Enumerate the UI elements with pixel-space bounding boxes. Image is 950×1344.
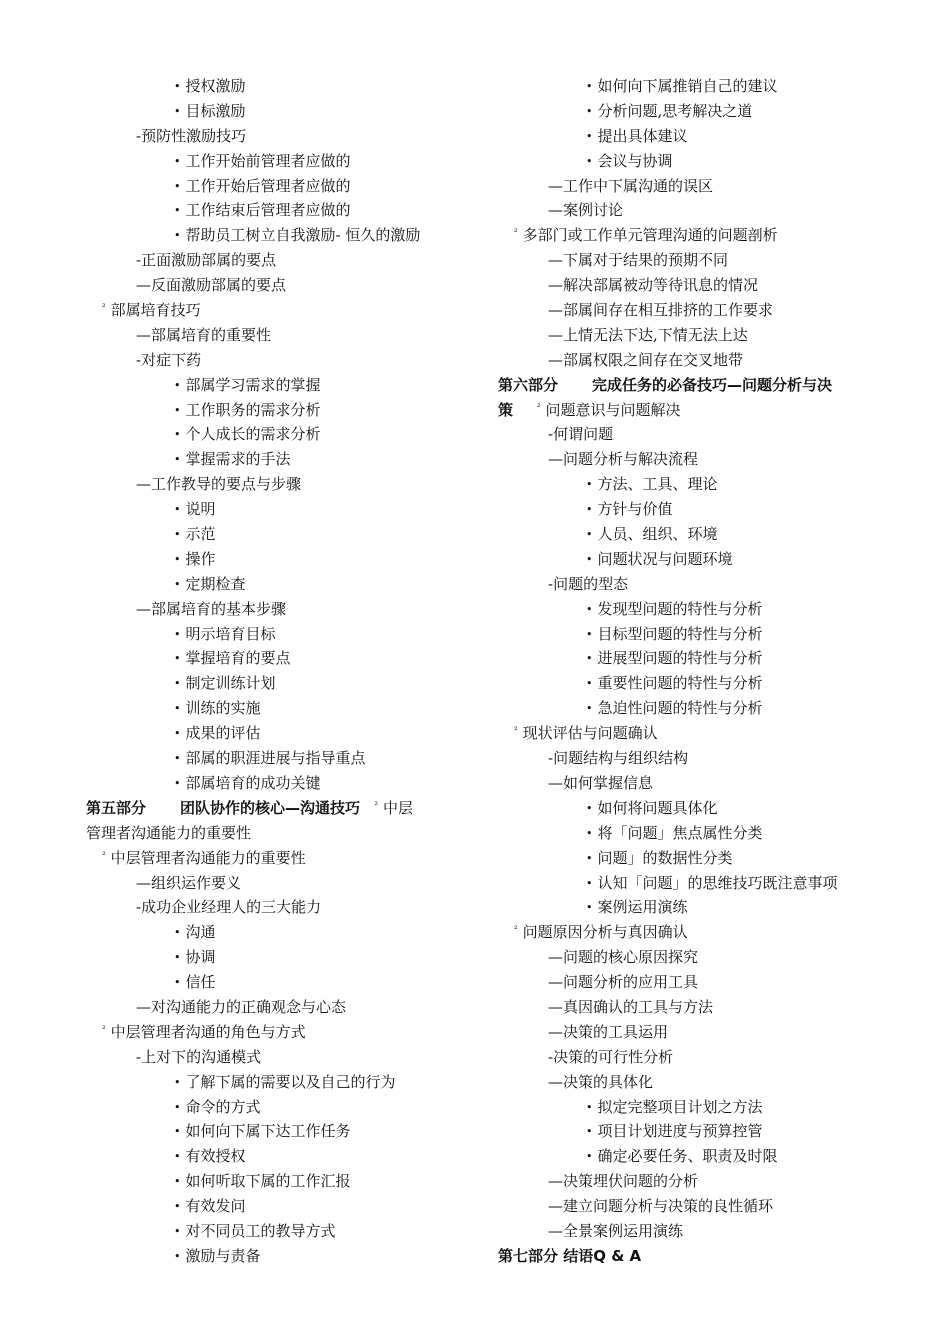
section-title: 中层管理者沟通能力的重要性 xyxy=(110,848,306,867)
outline-item: • 工作结束后管理者应做的 xyxy=(86,198,466,223)
outline-item: • 部属的职涯进展与指导重点 xyxy=(86,746,466,771)
outline-item: • 目标型问题的特性与分析 xyxy=(498,622,878,647)
outline-item: • 激励与责备 xyxy=(86,1244,466,1269)
section-title: 多部门或工作单元管理沟通的问题剖析 xyxy=(522,226,778,245)
outline-item: • 认知「问题」的思维技巧既注意事项 xyxy=(498,871,878,896)
outline-section xyxy=(498,920,878,945)
section-title: 问题意识与问题解决 xyxy=(545,400,681,419)
outline-subheading: -成功企业经理人的三大能力 xyxy=(136,898,322,917)
outline-subheading: —反面激励部属的要点 xyxy=(136,276,287,295)
outline-item: • 信任 xyxy=(86,970,466,995)
outline-subheading: —工作中下属沟通的误区 xyxy=(548,176,714,195)
part-label: 第七部分 xyxy=(498,1246,559,1265)
outline-subheading: —案例讨论 xyxy=(548,201,624,220)
part-title-tail: 策 xyxy=(498,400,514,419)
outline-item: • 掌握需求的手法 xyxy=(86,447,466,472)
outline-subheading: —问题分析的应用工具 xyxy=(548,973,699,992)
outline-item: • 工作职务的需求分析 xyxy=(86,398,466,423)
section-marker: ² xyxy=(102,850,106,861)
outline-subheading: —对沟通能力的正确观念与心态 xyxy=(136,997,347,1016)
outline-subheading: -何谓问题 xyxy=(548,425,614,444)
outline-item: • 将「问题」焦点属性分类 xyxy=(498,821,878,846)
section-title-continued: 管理者沟通能力的重要性 xyxy=(86,823,252,842)
section-title: 中层 xyxy=(382,798,413,817)
outline-item: • 沟通 xyxy=(86,920,466,945)
section-marker: ² xyxy=(102,303,106,314)
part-heading-continued xyxy=(498,398,878,423)
outline-subheading: —解决部属被动等待讯息的情况 xyxy=(548,276,759,295)
outline-item: • 急迫性问题的特性与分析 xyxy=(498,696,878,721)
outline-subheading: —如何掌握信息 xyxy=(548,773,654,792)
outline-subheading: —部属培育的基本步骤 xyxy=(136,599,287,618)
outline-item: • 对不同员工的教导方式 xyxy=(86,1219,466,1244)
part-title: 完成任务的必备技巧—问题分析与决 xyxy=(592,375,833,394)
outline-item: • 制定训练计划 xyxy=(86,671,466,696)
outline-item: • 方法、工具、理论 xyxy=(498,472,878,497)
outline-item: • 个人成长的需求分析 xyxy=(86,422,466,447)
outline-item: • 如何将问题具体化 xyxy=(498,796,878,821)
outline-item: • 进展型问题的特性与分析 xyxy=(498,646,878,671)
outline-subheading: —决策埋伏问题的分析 xyxy=(548,1172,699,1191)
outline-item: • 示范 xyxy=(86,522,466,547)
outline-item: • 定期检查 xyxy=(86,572,466,597)
outline-section xyxy=(498,721,878,746)
outline-subheading: —决策的工具运用 xyxy=(548,1022,669,1041)
outline-subheading: —部属权限之间存在交叉地带 xyxy=(548,350,744,369)
outline-subheading: -问题结构与组织结构 xyxy=(548,749,689,768)
outline-item: • 项目计划进度与预算控管 xyxy=(498,1119,878,1144)
outline-item: • 授权激励 xyxy=(86,74,466,99)
outline-subheading: —部属培育的重要性 xyxy=(136,325,272,344)
part-title: 结语Q & A xyxy=(563,1246,642,1265)
outline-item: • 成果的评估 xyxy=(86,721,466,746)
part-heading xyxy=(86,796,466,821)
outline-item: • 工作开始后管理者应做的 xyxy=(86,174,466,199)
outline-item: • 帮助员工树立自我激励- 恒久的激励 xyxy=(86,223,466,248)
outline-subheading: —真因确认的工具与方法 xyxy=(548,997,714,1016)
outline-item: • 部属培育的成功关键 xyxy=(86,771,466,796)
right-column xyxy=(498,74,878,1269)
part-label: 第六部分 xyxy=(498,375,559,394)
outline-item: • 方针与价值 xyxy=(498,497,878,522)
outline-item: • 提出具体建议 xyxy=(498,124,878,149)
outline-item: • 问题」的数据性分类 xyxy=(498,846,878,871)
outline-item: • 操作 xyxy=(86,547,466,572)
outline-subheading: —下属对于结果的预期不同 xyxy=(548,251,729,270)
outline-subheading: -问题的型态 xyxy=(548,574,629,593)
outline-subheading: —上情无法下达,下情无法上达 xyxy=(548,325,748,344)
section-marker: ² xyxy=(514,925,518,936)
outline-item: • 人员、组织、环境 xyxy=(498,522,878,547)
outline-item: • 明示培育目标 xyxy=(86,622,466,647)
section-marker: ² xyxy=(536,402,541,413)
outline-item: • 问题状况与问题环境 xyxy=(498,547,878,572)
outline-subheading: -正面激励部属的要点 xyxy=(136,251,277,270)
outline-item: • 确定必要任务、职责及时限 xyxy=(498,1144,878,1169)
outline-subheading: —建立问题分析与决策的良性循环 xyxy=(548,1197,774,1216)
outline-subheading: -上对下的沟通模式 xyxy=(136,1047,262,1066)
outline-section xyxy=(86,846,466,871)
outline-item: • 会议与协调 xyxy=(498,149,878,174)
outline-item: • 掌握培育的要点 xyxy=(86,646,466,671)
part-title: 团队协作的核心—沟通技巧 xyxy=(180,798,361,817)
outline-item: • 训练的实施 xyxy=(86,696,466,721)
outline-subheading: -决策的可行性分析 xyxy=(548,1047,674,1066)
left-column xyxy=(86,74,466,1269)
outline-item: • 有效授权 xyxy=(86,1144,466,1169)
outline-item: • 命令的方式 xyxy=(86,1095,466,1120)
outline-item: • 如何向下属推销自己的建议 xyxy=(498,74,878,99)
outline-subheading: -对症下药 xyxy=(136,350,202,369)
section-marker: ² xyxy=(102,1024,106,1035)
outline-subheading: —组织运作要义 xyxy=(136,873,242,892)
outline-item: • 目标激励 xyxy=(86,99,466,124)
outline-section xyxy=(86,298,466,323)
outline-item: • 如何向下属下达工作任务 xyxy=(86,1119,466,1144)
section-title: 中层管理者沟通的角色与方式 xyxy=(110,1022,306,1041)
outline-subheading: —工作教导的要点与步骤 xyxy=(136,475,302,494)
section-marker: ² xyxy=(514,726,518,737)
outline-subheading: —部属间存在相互排挤的工作要求 xyxy=(548,301,774,320)
section-title: 现状评估与问题确认 xyxy=(522,724,658,743)
section-marker: ² xyxy=(514,228,518,239)
outline-section xyxy=(86,1020,466,1045)
outline-item: • 协调 xyxy=(86,945,466,970)
outline-item: • 重要性问题的特性与分析 xyxy=(498,671,878,696)
outline-subheading: —决策的具体化 xyxy=(548,1072,654,1091)
section-title: 问题原因分析与真因确认 xyxy=(522,923,688,942)
outline-item: • 工作开始前管理者应做的 xyxy=(86,149,466,174)
part-heading xyxy=(498,373,878,398)
outline-subheading: —问题分析与解决流程 xyxy=(548,450,699,469)
part-label: 第五部分 xyxy=(86,798,147,817)
outline-item: • 如何听取下属的工作汇报 xyxy=(86,1169,466,1194)
part-heading xyxy=(498,1244,878,1269)
section-title: 部属培育技巧 xyxy=(110,301,201,320)
outline-item: • 了解下属的需要以及自己的行为 xyxy=(86,1070,466,1095)
outline-item: • 部属学习需求的掌握 xyxy=(86,373,466,398)
outline-item: • 分析问题,思考解决之道 xyxy=(498,99,878,124)
outline-item: • 有效发问 xyxy=(86,1194,466,1219)
outline-item: • 说明 xyxy=(86,497,466,522)
outline-subheading: —问题的核心原因探究 xyxy=(548,948,699,967)
outline-item: • 案例运用演练 xyxy=(498,895,878,920)
outline-item: • 拟定完整项目计划之方法 xyxy=(498,1095,878,1120)
outline-item: • 发现型问题的特性与分析 xyxy=(498,597,878,622)
outline-subheading: -预防性激励技巧 xyxy=(136,126,247,145)
outline-subheading: —全景案例运用演练 xyxy=(548,1221,684,1240)
section-marker: ² xyxy=(374,800,378,811)
outline-section xyxy=(498,223,878,248)
